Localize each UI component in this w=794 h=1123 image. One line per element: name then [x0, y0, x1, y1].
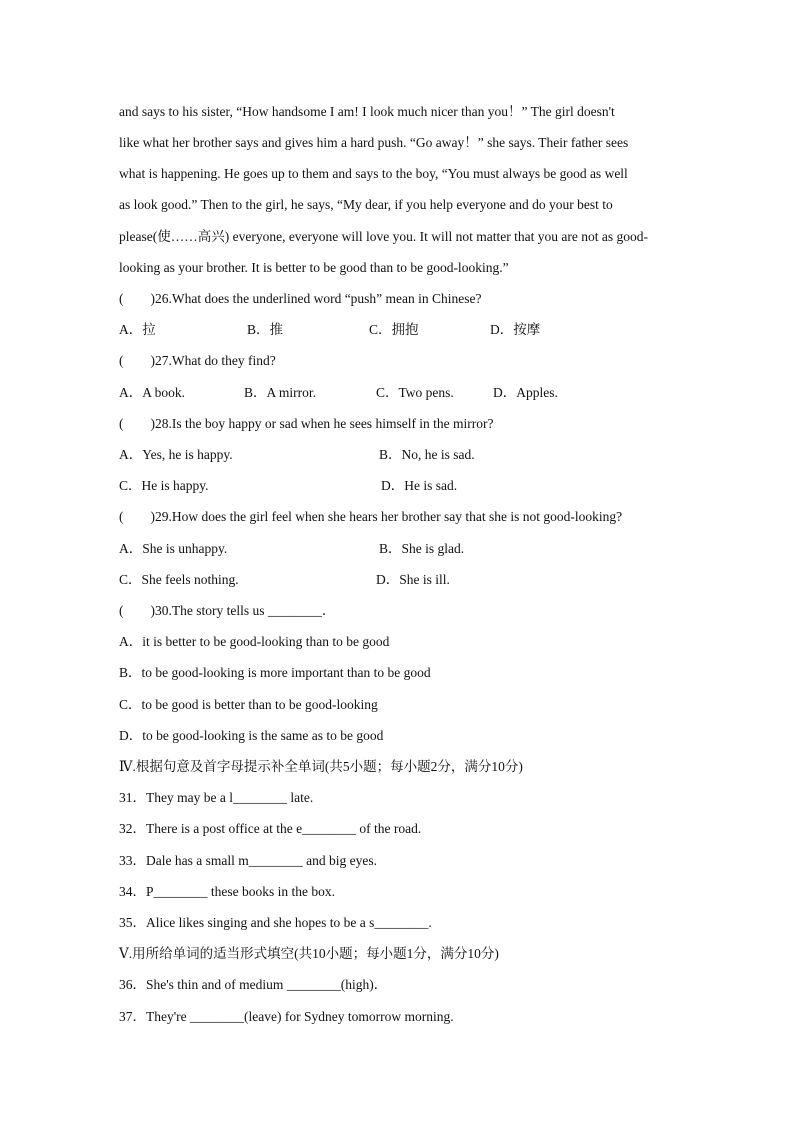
option-a[interactable]: A．it is better to be good-looking than to be good [119, 634, 390, 649]
option-c[interactable]: C．He is happy. [119, 478, 209, 493]
fill-item-35[interactable]: 35．Alice likes singing and she hopes to be a s________. [119, 915, 432, 930]
option-a[interactable]: A．A book. [119, 385, 186, 400]
option-b[interactable]: B．推 [247, 322, 284, 337]
option-d[interactable]: D．Apples. [493, 385, 558, 400]
option-d[interactable]: D．to be good-looking is the same as to be good [119, 728, 384, 743]
fill-item-36[interactable]: 36．She's thin and of medium ________(high)． [119, 977, 388, 992]
section-4-title: Ⅳ.根据句意及首字母提示补全单词(共5小题；每小题2分，满分10分) [119, 759, 523, 774]
question-28-stem: ( )28.Is the boy happy or sad when he sees himself in the mirror? [119, 416, 494, 431]
question-26-stem: ( )26.What does the underlined word “push” mean in Chinese? [119, 291, 482, 306]
option-c[interactable]: C．Two pens. [376, 385, 454, 400]
question-27-stem: ( )27.What do they find? [119, 353, 276, 368]
option-a[interactable]: A．Yes, he is happy. [119, 447, 233, 462]
option-d[interactable]: D．He is sad. [381, 478, 458, 493]
passage-line: looking as your brother. It is better to be good than to be good-looking.” [119, 260, 509, 275]
option-c[interactable]: C．to be good is better than to be good-looking [119, 697, 378, 712]
fill-item-32[interactable]: 32．There is a post office at the e________ of the road. [119, 821, 422, 836]
fill-item-31[interactable]: 31．They may be a l________ late. [119, 790, 314, 805]
option-b[interactable]: B．A mirror. [244, 385, 317, 400]
passage-line: as look good.” Then to the girl, he says, “My dear, if you help everyone and do your best to [119, 197, 613, 212]
option-a[interactable]: A．拉 [119, 322, 156, 337]
fill-item-37[interactable]: 37．They're ________(leave) for Sydney tomorrow morning. [119, 1009, 454, 1024]
passage-line: like what her brother says and gives him a hard push. “Go away！” she says. Their father sees [119, 135, 629, 150]
fill-item-33[interactable]: 33．Dale has a small m________ and big eyes. [119, 853, 377, 868]
option-b[interactable]: B．No, he is sad. [379, 447, 475, 462]
passage-line: and says to his sister, “How handsome I am! I look much nicer than you！” The girl doesn't [119, 104, 615, 119]
option-b[interactable]: B．She is glad. [379, 541, 465, 556]
option-c[interactable]: C．She feels nothing. [119, 572, 239, 587]
option-c[interactable]: C．拥抱 [369, 322, 419, 337]
question-30-stem: ( )30.The story tells us ________． [119, 603, 336, 618]
fill-item-34[interactable]: 34．P________ these books in the box. [119, 884, 335, 899]
passage-line: what is happening. He goes up to them and says to the boy, “You must always be good as well [119, 166, 628, 181]
option-a[interactable]: A．She is unhappy. [119, 541, 228, 556]
question-29-stem: ( )29.How does the girl feel when she hears her brother say that she is not good-looking? [119, 509, 623, 524]
option-b[interactable]: B．to be good-looking is more important than to be good [119, 665, 431, 680]
option-d[interactable]: D．按摩 [490, 322, 541, 337]
section-5-title: Ⅴ.用所给单词的适当形式填空(共10小题；每小题1分，满分10分) [119, 946, 499, 961]
option-d[interactable]: D．She is ill. [376, 572, 450, 587]
passage-line: please(使……高兴) everyone, everyone will love you. It will not matter that you are not as good- [119, 229, 648, 244]
